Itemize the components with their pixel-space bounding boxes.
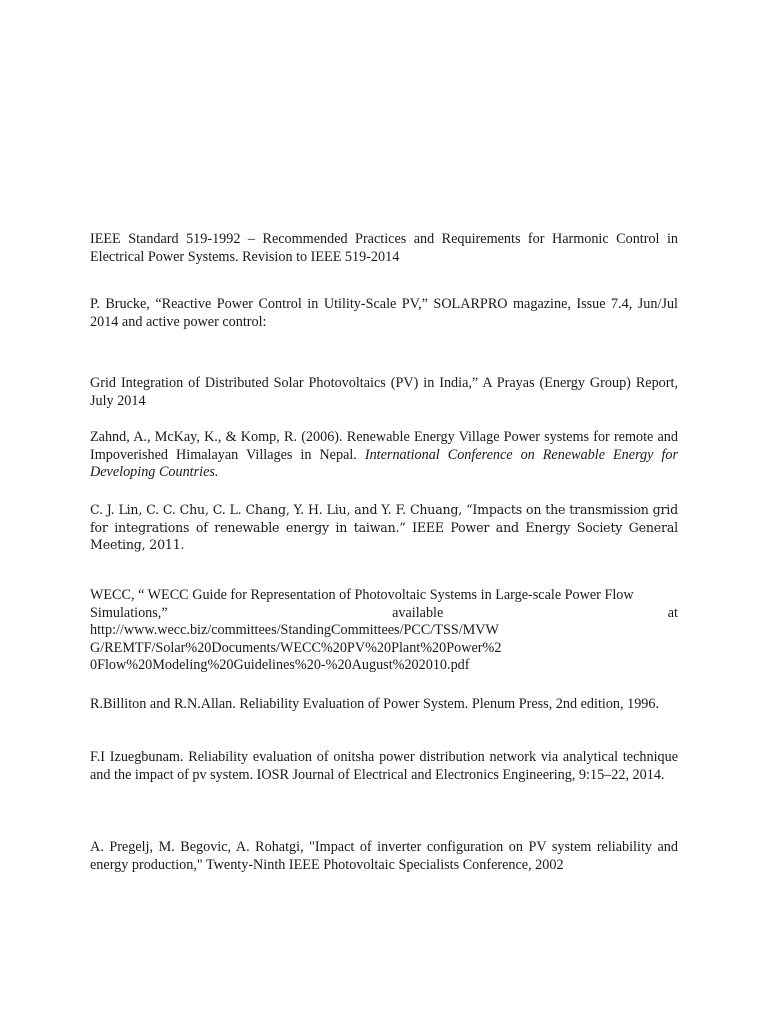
reference-wecc-simulations: Simulations,” <box>90 604 168 621</box>
reference-ieee-519: IEEE Standard 519-1992 – Recommended Practices and Requirements for Harmonic Control in Electrical Power Systems. Revision to IEEE 519-2014 <box>90 231 678 265</box>
document-page <box>90 0 678 1024</box>
reference-wecc-url-3[interactable]: 0Flow%20Modeling%20Guidelines%20-%20August%202010.pdf <box>90 657 470 674</box>
reference-wecc-at: at <box>667 604 678 621</box>
reference-wecc <box>90 587 678 675</box>
reference-wecc-title: WECC, “ WECC Guide for Representation of Photovoltaic Systems in Large-scale Power Flow <box>90 587 634 603</box>
reference-lin: C. J. Lin, C. C. Chu, C. L. Chang, Y. H. Liu, and Y. F. Chuang, “Impacts on the transmission grid for integrations of renewable energy in taiwan.” IEEE Power and Energy Society General Meeting, 2011. <box>90 502 678 553</box>
reference-pregelj: A. Pregelj, M. Begovic, A. Rohatgi, "Impact of inverter configuration on PV system reliability and energy production," Twenty-Ninth IEEE Photovoltaic Specialists Conference, 2002 <box>90 839 678 873</box>
reference-wecc-available: available <box>392 604 444 621</box>
reference-prayas: Grid Integration of Distributed Solar Photovoltaics (PV) in India,” A Prayas (Energy Group) Report, July 2014 <box>90 375 678 409</box>
reference-zahnd-venue: International Conference on Renewable Energy for Developing Countries. <box>90 446 678 481</box>
reference-izuegbunam: F.I Izuegbunam. Reliability evaluation of onitsha power distribution network via analytical technique and the impact of pv system. IOSR Journal of Electrical and Electronics Engineering, 9:15–22, 2014. <box>90 749 678 783</box>
reference-zahnd <box>90 429 678 482</box>
reference-brucke: P. Brucke, “Reactive Power Control in Utility-Scale PV,” SOLARPRO magazine, Issue 7.4, Jun/Jul 2014 and active power control: <box>90 296 678 330</box>
reference-wecc-url-1[interactable]: http://www.wecc.biz/committees/StandingCommittees/PCC/TSS/MVW <box>90 622 499 639</box>
reference-wecc-url-2[interactable]: G/REMTF/Solar%20Documents/WECC%20PV%20Plant%20Power%2 <box>90 639 502 656</box>
reference-zahnd-text: Zahnd, A., McKay, K., & Komp, R. (2006). Renewable Energy Village Power systems for remote and Impoverished Himalayan Villages in Nepal. <box>90 429 678 463</box>
reference-billiton: R.Billiton and R.N.Allan. Reliability Evaluation of Power System. Plenum Press, 2nd edition, 1996. <box>90 696 660 712</box>
reference-wecc-availability <box>90 605 678 623</box>
